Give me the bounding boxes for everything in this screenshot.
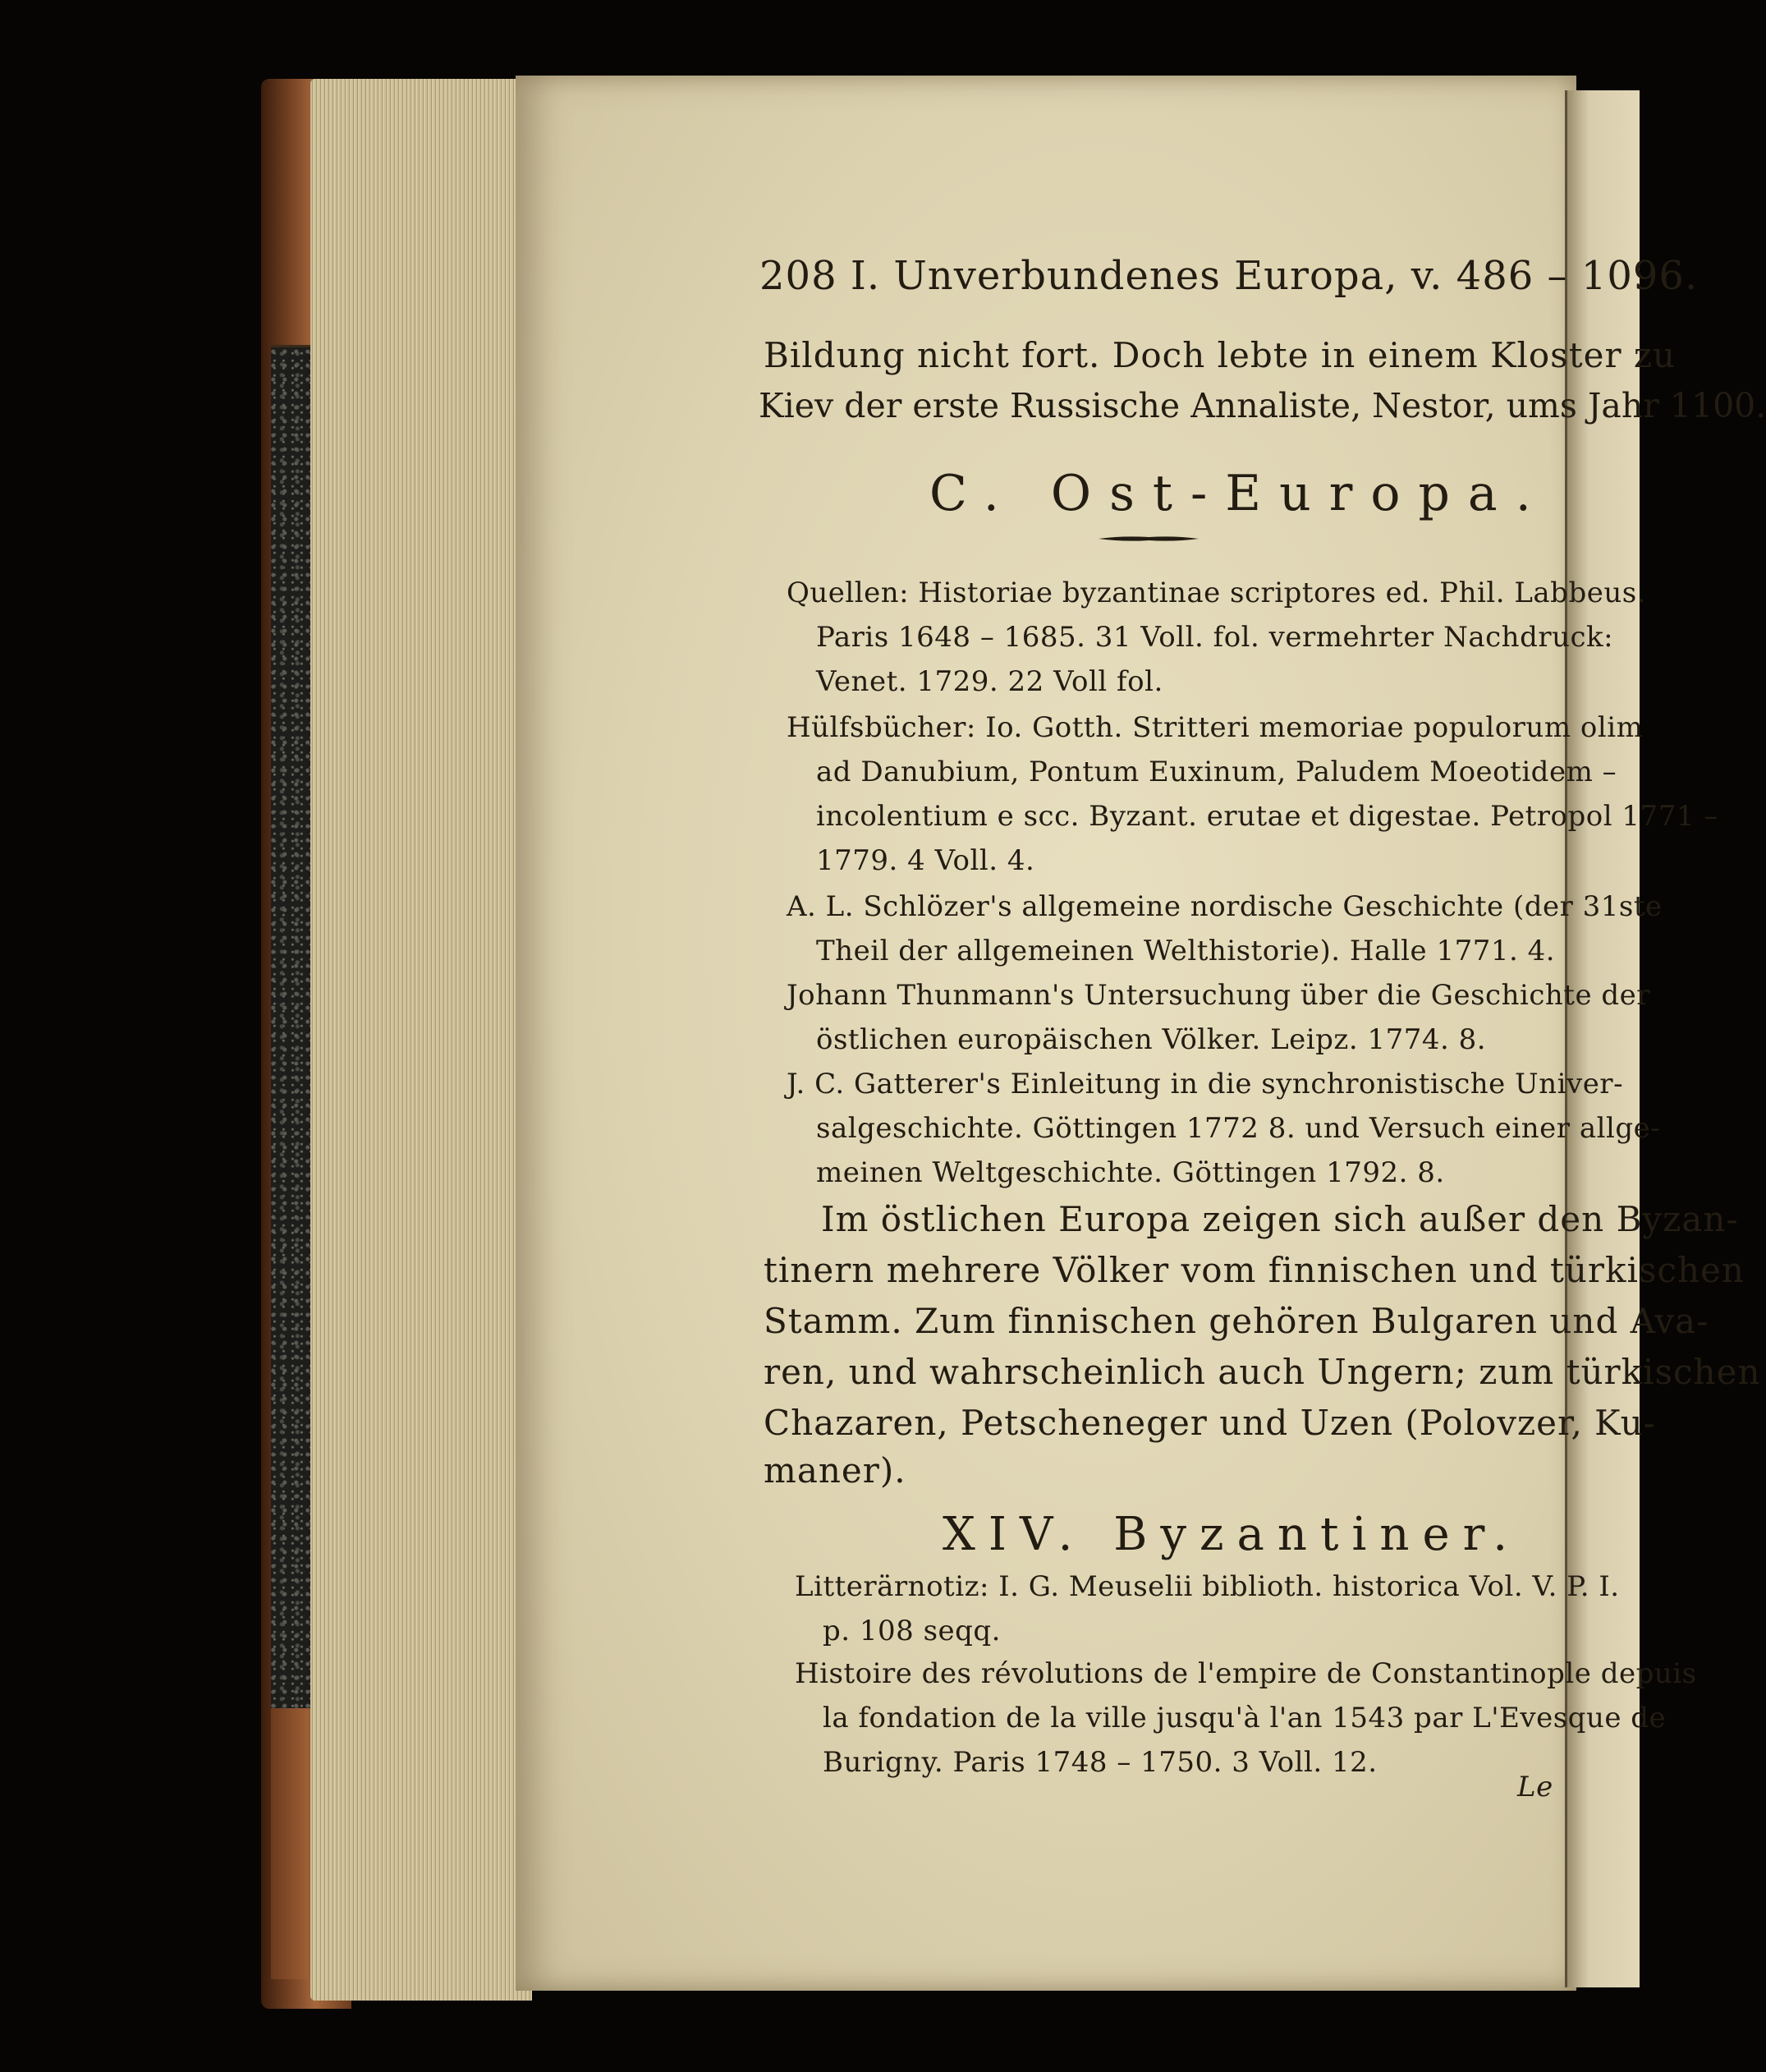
running-head: 208 I. Unverbundenes Europa, v. 486 – 1096.: [759, 253, 1699, 299]
huelfsbuecher-line-1: Hülfsbücher: Io. Gotth. Stritteri memoriae populorum olim: [787, 711, 1644, 744]
huelfsbuecher-line-3: incolentium e scc. Byzant. erutae et digestae. Petropol 1771 –: [816, 800, 1718, 833]
paragraph-line-6: maner).: [764, 1450, 906, 1491]
histoire-line-1: Histoire des révolutions de l'empire de Constantinople depuis: [795, 1657, 1697, 1690]
page-edges: [310, 79, 532, 2001]
paragraph-line-1: Im östlichen Europa zeigen sich außer den Byzan-: [821, 1199, 1739, 1239]
intro-line-2: Kiev der erste Russische Annaliste, Nestor, ums Jahr 1100.: [759, 386, 1766, 425]
gatterer-line-3: meinen Weltgeschichte. Göttingen 1792. 8.: [816, 1156, 1445, 1189]
catchword: Le: [1517, 1771, 1553, 1803]
paragraph-line-2: tinern mehrere Völker vom finnischen und türkischen: [764, 1250, 1745, 1290]
histoire-line-3: Burigny. Paris 1748 – 1750. 3 Voll. 12.: [823, 1746, 1378, 1779]
gatterer-line-1: J. C. Gatterer's Einleitung in die synchronistische Univer-: [787, 1068, 1624, 1100]
schloezer-line-2: Theil der allgemeinen Welthistorie). Halle 1771. 4.: [816, 935, 1556, 967]
intro-line-1: Bildung nicht fort. Doch lebte in einem Kloster zu: [764, 335, 1677, 375]
quellen-line-2: Paris 1648 – 1685. 31 Voll. fol. vermehrter Nachdruck:: [816, 621, 1614, 654]
paragraph-line-4: ren, und wahrscheinlich auch Ungern; zum türkischen: [764, 1352, 1761, 1392]
huelfsbuecher-line-4: 1779. 4 Voll. 4.: [816, 844, 1035, 877]
heading-rule-ornament: [1099, 534, 1199, 544]
thunmann-line-1: Johann Thunmann's Untersuchung über die Geschichte der: [787, 979, 1651, 1012]
quellen-line-3: Venet. 1729. 22 Voll fol.: [816, 665, 1163, 698]
litteraernotiz-line-1: Litterärnotiz: I. G. Meuselii biblioth. historica Vol. V. P. I.: [795, 1570, 1620, 1603]
thunmann-line-2: östlichen europäischen Völker. Leipz. 1774. 8.: [816, 1023, 1487, 1056]
section-heading-ost-europa: C. Ost-Europa.: [929, 465, 1549, 522]
section-heading-byzantiner: XIV. Byzantiner.: [943, 1508, 1521, 1561]
litteraernotiz-line-2: p. 108 seqq.: [823, 1615, 1001, 1647]
huelfsbuecher-line-2: ad Danubium, Pontum Euxinum, Paludem Moeotidem –: [816, 756, 1617, 788]
paragraph-line-5: Chazaren, Petscheneger und Uzen (Polovzer, Ku-: [764, 1403, 1656, 1443]
histoire-line-2: la fondation de la ville jusqu'à l'an 1543 par L'Evesque de: [823, 1702, 1667, 1734]
paragraph-line-3: Stamm. Zum finnischen gehören Bulgaren und Ava-: [764, 1301, 1709, 1341]
quellen-line-1: Quellen: Historiae byzantinae scriptores ed. Phil. Labbeus.: [787, 577, 1646, 609]
gatterer-line-2: salgeschichte. Göttingen 1772 8. und Versuch einer allge-: [816, 1112, 1661, 1145]
schloezer-line-1: A. L. Schlözer's allgemeine nordische Geschichte (der 31ste: [787, 890, 1663, 923]
